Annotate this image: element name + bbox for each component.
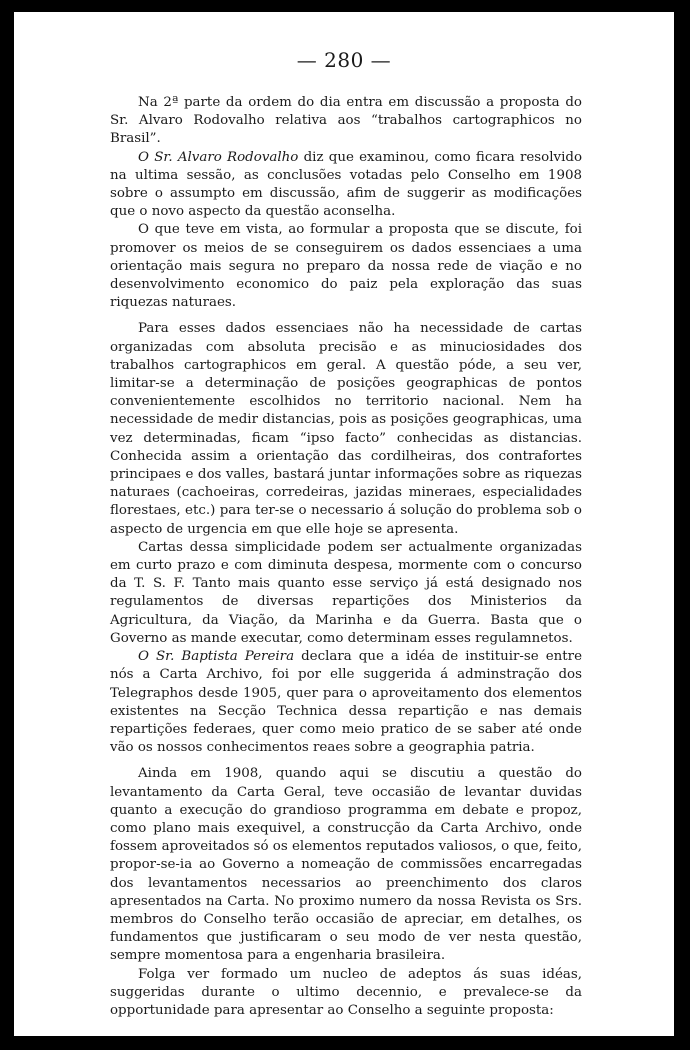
paragraph-7-text: Ainda em 1908, quando aqui se discutiu a questão do levantamento da Carta Geral, teve occasião de levantar duvidas quanto a execução do grandioso programma em debate e propoz, como plano mais exequivel, a construcção da Carta Archivo, onde fossem aproveitados só os elementos reputados valiosos, o que, feito, propor-se-ia ao Governo a nomeação de commissões encarregadas dos levantamentos necessarios ao preenchimento dos claros apresentados na Carta. No proximo numero da nossa Revista os Srs. membros do Conselho terão occasião de apreciar, em detalhes, os fundamentos que justificaram o seu modo de ver nesta questão, sempre momentosa para a engenharia brasileira. [110,766,582,964]
paragraph-3 [110,221,582,312]
paragraph-5 [110,539,582,648]
document-page [14,12,674,1036]
paragraph-8-text: Folga ver formado um nucleo de adeptos ás suas idéas, suggeridas durante o ultimo decennio, e prevalece-se da opportunidade para apresentar ao Conselho a seguinte proposta: [110,966,582,1018]
paragraph-4-text: Para esses dados essenciaes não ha necessidade de cartas organizadas com absoluta precisão e as minuciosidades dos trabalhos cartographicos em geral. A questão póde, a seu ver, limitar-se a determinação de posições geographicas de pontos convenientemente escolhidos no territorio nacional. Nem ha necessidade de medir distancias, pois as posições geographicas, uma vez determinadas, ficam “ipso facto” conhecidas as distancias. Conhecida assim a orientação das cordilheiras, dos contrafortes principaes e dos valles, bastará juntar informações sobre as riquezas naturaes (cachoeiras, corredeiras, jazidas mineraes, especialidades florestaes, etc.) para ter-se o necessario á solução do problema sob o aspecto de urgencia em que elle hoje se apresenta. [110,321,582,537]
paragraph-4 [110,320,582,538]
paragraph-8 [110,966,582,1021]
speaker-name: O Sr. Baptista Pereira [138,649,295,665]
paragraph-7 [110,765,582,965]
speaker-name: O Sr. Alvaro Rodovalho [138,149,299,165]
paragraph-2-text: diz que examinou, como ficara resolvido na ultima sessão, as conclusões votadas pelo Conselho em 1908 sobre o assumpto em discussão, afim de suggerir as modificações que o novo aspecto da questão aconselha. [110,149,582,220]
paragraph-6-text: declara que a idéa de instituir-se entre nós a Carta Archivo, foi por elle suggerida á adminstração dos Telegraphos desde 1905, quer para o aproveitamento dos elementos existentes na Secção Technica dessa repartição e nas demais repartições federaes, quer como meio pratico de se saber até onde vão os nossos conhecimentos reaes sobre a geographia patria. [110,649,582,756]
paragraph-1-text: Na 2ª parte da ordem do dia entra em discussão a proposta do Sr. Alvaro Rodovalho relativa aos “trabalhos cartographicos no Brasil”. [110,95,582,147]
paragraph-1 [110,94,582,149]
paragraph-2 [110,149,582,222]
paragraph-3-text: O que teve em vista, ao formular a proposta que se discute, foi promover os meios de se conseguirem os dados essenciaes a uma orientação mais segura no preparo da nossa rede de viação e no desenvolvimento economico do paiz pela exploração das suas riquezas naturaes. [110,222,582,311]
body-text [110,94,582,1020]
paragraph-6 [110,648,582,757]
paragraph-5-text: Cartas dessa simplicidade podem ser actualmente organizadas em curto prazo e com diminuta despesa, mormente com o concurso da T. S. F. Tanto mais quanto esse serviço já está designado nos regulamentos de diversas repartições dos Ministerios da Agricultura, da Viação, da Marinha e da Guerra. Basta que o Governo as mande executar, como determinam esses regulamnetos. [110,539,582,646]
page-number: — 280 — [296,48,392,72]
